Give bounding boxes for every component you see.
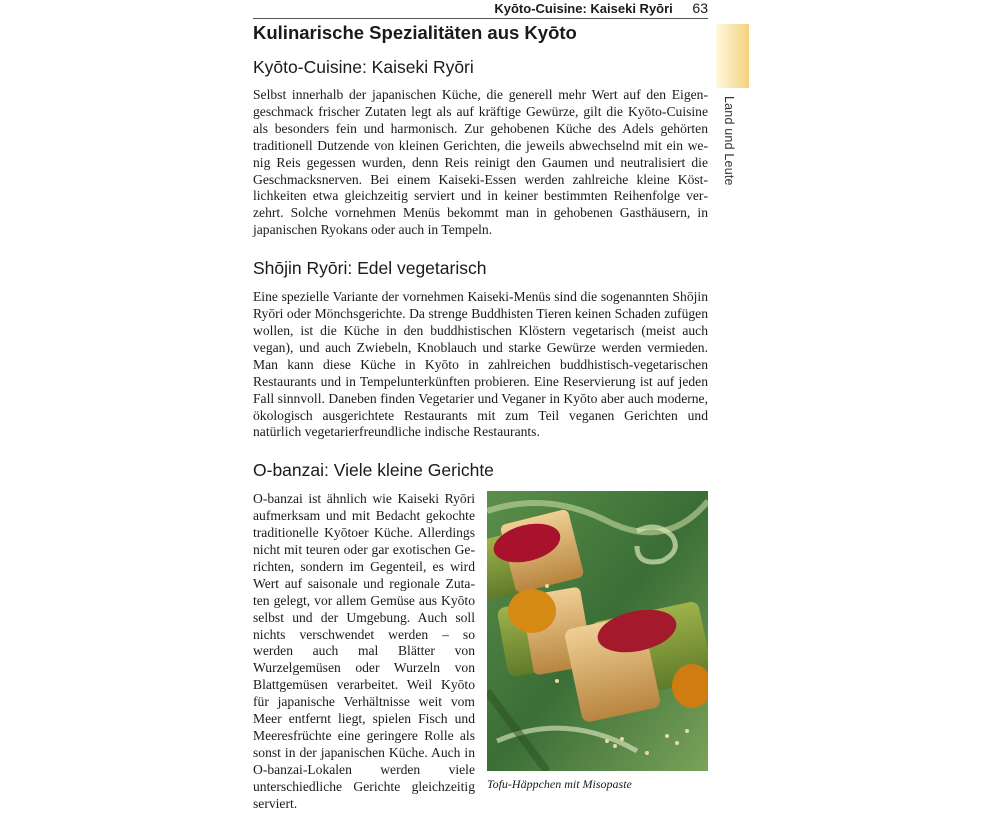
page-number: 63 bbox=[692, 0, 708, 16]
section-body-obanzai: O-banzai ist ähnlich wie Kaiseki Ryōri aufmerksam und mit Bedacht gekochte traditionelle Kyōtoer Küche. Allerdings nicht mit teuren oder gar exotischen Gerichten, sondern im Gegenteil, es wird Wert auf saisonale und regionale Zutaten gelegt, vor allem Gemüse aus Kyōto selbst und der Umgebung. Auch soll nichts verschwendet werden – so werden auch mal Blätter von Wurzelgemüsen oder Wurzeln von Blattgemüsen verarbeitet. Weil Kyōto für japanische Verhältnisse weit vom Meer entfernt liegt, spielen Fisch und Meeresfrüchte eine geringere Rolle als sonst in der japanischen Küche. Auch in O-banzai-Lokalen werden viele unterschiedliche Gerichte gleichzeitig serviert. bbox=[253, 491, 475, 811]
section-heading-shojin: Shōjin Ryōri: Edel vegetarisch bbox=[253, 258, 487, 279]
chapter-tab-label: Land und Leute bbox=[722, 96, 736, 186]
section-obanzai bbox=[253, 491, 708, 811]
running-header-title: Kyōto-Cuisine: Kaiseki Ryōri bbox=[494, 1, 673, 16]
photo-caption: Tofu-Häppchen mit Misopaste bbox=[487, 777, 632, 792]
section-body-shojin: Eine spezielle Variante der vornehmen Kaiseki-Menüs sind die sogenannten Shōjin Ryōri oder Mönchsgerichte. Da strenge Buddhisten Tieren keinen Schaden zufügen wollen, ist die Küche in den buddhistischen Klöstern vegetarisch (meist auch vegan), und auch Zwiebeln, Knoblauch und starke Gewürze werden vermieden. Man kann diese Küche in Kyōto in zahlreichen buddhistisch-vegetarischen Restaurants und in Tempelunterkünften probieren. Eine Reservierung ist auf jeden Fall sinnvoll. Daneben finden Vegetarier und Veganer in Kyōto aber auch moderne, ökologisch ausgerichtete Restaurants mit zum Teil veganen Gerichten und natürlich vegetarierfreundliche indische Restaurants. bbox=[253, 289, 708, 440]
section-heading-kaiseki: Kyōto-Cuisine: Kaiseki Ryōri bbox=[253, 57, 474, 77]
chapter-tab bbox=[716, 24, 749, 88]
page-content bbox=[253, 18, 708, 811]
section-heading-obanzai: O-banzai: Viele kleine Gerichte bbox=[253, 460, 494, 481]
running-header bbox=[253, 0, 708, 19]
tofu-photo bbox=[487, 491, 708, 771]
page-title: Kulinarische Spezialitäten aus Kyōto bbox=[253, 22, 577, 43]
section-body-kaiseki: Selbst innerhalb der japanischen Küche, die generell mehr Wert auf den Eigengeschmack frischer Zutaten legt als auf kräftige Gewürze, gilt die Kyōto-Cuisine als besonders fein und harmonisch. Zur gehobenen Küche des Adels gehörten traditionell Dutzende von kleinen Gerichten, die jeweils abwechselnd mit ein wenig Reis gegessen wurden, denn Reis reinigt den Gaumen und neutralisiert die Geschmacksnerven. Bei einem Kaiseki-Essen werden zahlreiche kleine Köstlichkeiten etwa gleichzeitig serviert und in keiner bestimmten Reihenfolge verzehrt. Solche vornehmen Menüs bekommt man in gehobenen Gasthäusern, in japanischen Ryokans oder auch in Tempeln. bbox=[253, 87, 708, 238]
